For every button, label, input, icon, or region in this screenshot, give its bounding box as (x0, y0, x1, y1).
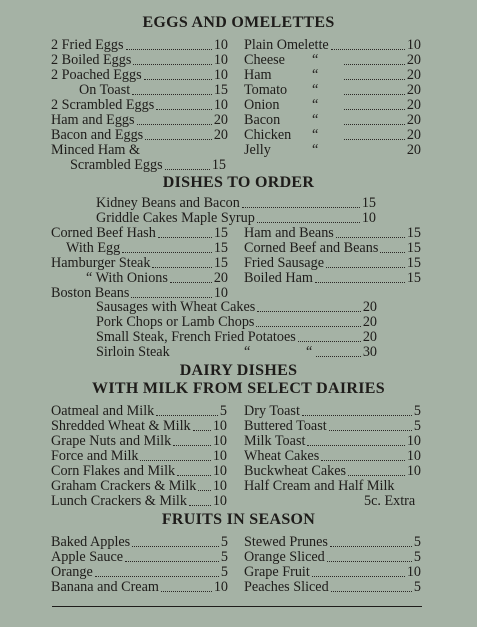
fruits-section-title: FRUITS IN SEASON (161, 511, 316, 528)
menu-item: 2 Poached Eggs 10 (51, 67, 228, 83)
menu-item: Apple Sauce 5 (51, 549, 228, 565)
menu-item: Cheese “ 20 (244, 52, 421, 68)
menu-item: Force and Milk 10 (51, 448, 227, 464)
dairy-section-title: DAIRY DISHES (179, 362, 298, 379)
bottom-rule (52, 606, 422, 607)
menu-item: Orange 5 (51, 564, 228, 580)
menu-item: Orange Sliced 5 (244, 549, 421, 565)
eggs-section-title: EGGS AND OMELETTES (142, 14, 335, 31)
menu-item: Jelly “ 20 (244, 142, 421, 158)
menu-item: Onion “ 20 (244, 97, 421, 113)
menu-item: Small Steak, French Fried Potatoes 20 (96, 329, 377, 345)
dairy-section-subtitle: WITH MILK FROM SELECT DAIRIES (92, 380, 385, 397)
menu-item: Tomato “ 20 (244, 82, 421, 98)
menu-item: Baked Apples 5 (51, 534, 228, 550)
menu-item: Shredded Wheat & Milk 10 (51, 418, 227, 434)
menu-item: Sausages with Wheat Cakes 20 (96, 299, 377, 315)
menu-item: 2 Fried Eggs 10 (51, 37, 228, 53)
menu-item: Corned Beef and Beans 15 (244, 240, 421, 256)
menu-item: Boiled Ham 15 (244, 270, 421, 286)
menu-item: Lunch Crackers & Milk 10 (51, 493, 227, 509)
menu-item: Oatmeal and Milk 5 (51, 403, 227, 419)
menu-item: Corn Flakes and Milk 10 (51, 463, 227, 479)
menu-item: Griddle Cakes Maple Syrup 10 (96, 210, 376, 226)
menu-item: Milk Toast 10 (244, 433, 421, 449)
menu-item: With Egg 15 (66, 240, 228, 256)
menu-item: Bacon and Eggs 20 (51, 127, 228, 143)
menu-item: On Toast 15 (79, 82, 228, 98)
menu-item: Stewed Prunes 5 (244, 534, 421, 550)
menu-item: Ham and Eggs 20 (51, 112, 228, 128)
half-cream-note: Half Cream and Half Milk (244, 478, 395, 494)
menu-item: Dry Toast 5 (244, 403, 421, 419)
menu-item: Hamburger Steak 15 (51, 255, 228, 271)
menu-item: Scrambled Eggs 15 (70, 157, 226, 173)
menu-item: Grape Fruit 10 (244, 564, 421, 580)
menu-item: Peaches Sliced 5 (244, 579, 421, 595)
order-section-title: DISHES TO ORDER (162, 174, 315, 191)
menu-item: 2 Scrambled Eggs 10 (51, 97, 228, 113)
menu-item: Bacon “ 20 (244, 112, 421, 128)
menu-item: Buttered Toast 5 (244, 418, 421, 434)
menu-item: Corned Beef Hash 15 (51, 225, 228, 241)
menu-item: Graham Crackers & Milk 10 (51, 478, 227, 494)
menu-item: Pork Chops or Lamb Chops 20 (96, 314, 377, 330)
menu-item: Buckwheat Cakes 10 (244, 463, 421, 479)
menu-item: Minced Ham & (51, 142, 141, 158)
menu-item: Grape Nuts and Milk 10 (51, 433, 227, 449)
menu-item: 2 Boiled Eggs 10 (51, 52, 228, 68)
menu-item: Boston Beans 10 (51, 285, 228, 301)
menu-item: Wheat Cakes 10 (244, 448, 421, 464)
menu-item: Fried Sausage 15 (244, 255, 421, 271)
menu-item: Banana and Cream 10 (51, 579, 228, 595)
menu-item: “ With Onions 20 (86, 270, 228, 286)
menu-item: Ham and Beans 15 (244, 225, 421, 241)
menu-item: Ham “ 20 (244, 67, 421, 83)
menu-item: Plain Omelette 10 (244, 37, 421, 53)
extra-charge-note: 5c. Extra (364, 493, 416, 509)
menu-item: Sirloin Steak “ “ 30 (96, 344, 377, 360)
menu-item: Kidney Beans and Bacon 15 (96, 195, 376, 211)
menu-item: Chicken “ 20 (244, 127, 421, 143)
